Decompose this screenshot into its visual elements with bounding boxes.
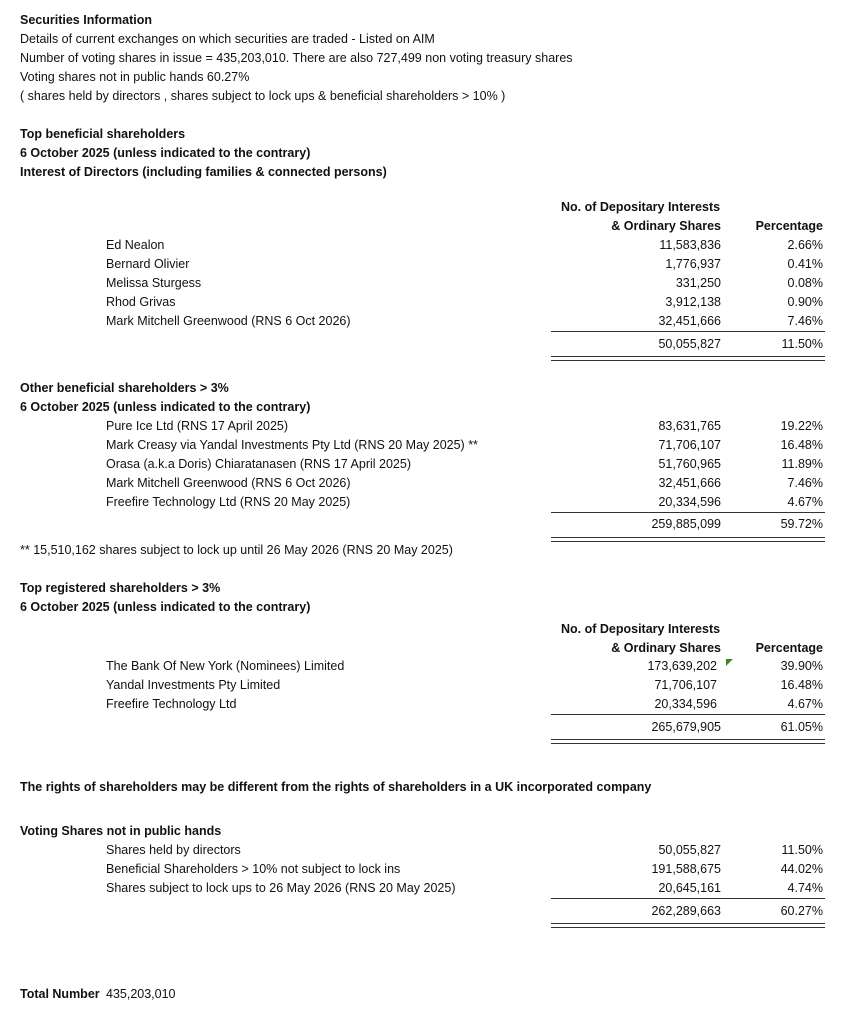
directors-subtitle: Interest of Directors (including families & connected persons) (20, 165, 387, 179)
category-shares: 20,645,161 (658, 881, 721, 895)
top-beneficial-title: Top beneficial shareholders (20, 127, 186, 141)
total-double-rule (588, 739, 825, 744)
shareholder-shares: 20,334,596 (658, 495, 721, 509)
directors-date: 6 October 2025 (unless indicated to the contrary) (20, 146, 311, 160)
subtotal-rule (588, 512, 825, 513)
director-name: Ed Nealon (106, 238, 165, 252)
category-name: Beneficial Shareholders > 10% not subject to lock ins (106, 862, 401, 876)
col-header-shares-line1: No. of Depositary Interests (561, 200, 721, 214)
director-shares: 32,451,666 (658, 314, 721, 328)
shareholder-pct: 16.48% (780, 678, 823, 692)
not-public-title: Voting Shares not in public hands (20, 824, 222, 838)
category-shares: 50,055,827 (658, 843, 721, 857)
other-beneficial-title: Other beneficial shareholders > 3% (20, 381, 229, 395)
other-beneficial-date: 6 October 2025 (unless indicated to the contrary) (20, 400, 311, 414)
other-beneficial-total-shares: 259,885,099 (651, 517, 721, 531)
director-pct: 0.41% (787, 257, 823, 271)
total-double-rule (588, 537, 825, 542)
col-header-percentage: Percentage (755, 641, 823, 655)
category-shares: 191,588,675 (651, 862, 721, 876)
shareholder-shares: 71,706,107 (658, 438, 721, 452)
not-public-total-shares: 262,289,663 (651, 904, 721, 918)
shareholder-shares: 20,334,596 (654, 697, 717, 711)
exchange-details: Details of current exchanges on which securities are traded - Listed on AIM (20, 32, 435, 46)
shareholder-name: Yandal Investments Pty Limited (106, 678, 281, 692)
director-name: Mark Mitchell Greenwood (RNS 6 Oct 2026) (106, 314, 351, 328)
director-name: Melissa Sturgess (106, 276, 202, 290)
directors-total-pct: 11.50% (781, 337, 823, 351)
shareholder-pct: 39.90% (780, 659, 823, 673)
shareholder-shares: 173,639,202 (647, 659, 717, 673)
director-shares: 11,583,836 (659, 238, 721, 252)
director-name: Rhod Grivas (106, 295, 176, 309)
category-pct: 4.74% (787, 881, 823, 895)
category-name: Shares subject to lock ups to 26 May 2026 (RNS 20 May 2025) (106, 881, 456, 895)
director-shares: 1,776,937 (665, 257, 721, 271)
directors-total-shares: 50,055,827 (658, 337, 721, 351)
col-header-shares-line2: & Ordinary Shares (611, 219, 721, 233)
not-public-total-pct: 60.27% (780, 904, 823, 918)
shareholder-pct: 4.67% (787, 495, 823, 509)
shareholder-name: Pure Ice Ltd (RNS 17 April 2025) (106, 419, 289, 433)
shareholder-pct: 19.22% (780, 419, 823, 433)
voting-shares-in-issue: Number of voting shares in issue = 435,203,010. There are also 727,499 non voting treasury shares (20, 51, 573, 65)
voting-shares-not-public: Voting shares not in public hands 60.27% (20, 70, 250, 84)
rights-note: The rights of shareholders may be different from the rights of shareholders in a UK incorporated company (20, 780, 652, 794)
voting-shares-note: ( shares held by directors , shares subject to lock ups & beneficial shareholders > 10% ) (20, 89, 506, 103)
shareholder-shares: 32,451,666 (658, 476, 721, 490)
shareholder-shares: 83,631,765 (658, 419, 721, 433)
category-name: Shares held by directors (106, 843, 241, 857)
subtotal-rule (588, 331, 825, 332)
shareholder-name: Mark Creasy via Yandal Investments Pty Ltd (RNS 20 May 2025) ** (106, 438, 478, 452)
shareholder-pct: 16.48% (780, 438, 823, 452)
shareholder-name: Freefire Technology Ltd (106, 697, 237, 711)
shareholder-name: The Bank Of New York (Nominees) Limited (106, 659, 345, 673)
shareholder-name: Orasa (a.k.a Doris) Chiaratanasen (RNS 17 April 2025) (106, 457, 411, 471)
shareholder-pct: 7.46% (787, 476, 823, 490)
director-pct: 0.90% (787, 295, 823, 309)
director-pct: 7.46% (787, 314, 823, 328)
col-header-shares-line2: & Ordinary Shares (611, 641, 721, 655)
subtotal-rule (588, 898, 825, 899)
registered-title: Top registered shareholders > 3% (20, 581, 221, 595)
total-double-rule (588, 356, 825, 361)
shareholder-shares: 51,760,965 (658, 457, 721, 471)
col-header-shares-line1: No. of Depositary Interests (561, 622, 721, 636)
director-shares: 3,912,138 (665, 295, 721, 309)
category-pct: 44.02% (780, 862, 823, 876)
comment-indicator-icon[interactable] (726, 659, 733, 666)
registered-total-shares: 265,679,905 (651, 720, 721, 734)
col-header-percentage: Percentage (755, 219, 823, 233)
category-pct: 11.50% (781, 843, 823, 857)
total-double-rule (588, 923, 825, 928)
subtotal-rule (588, 714, 825, 715)
shareholder-name: Freefire Technology Ltd (RNS 20 May 2025) (106, 495, 351, 509)
shareholder-pct: 4.67% (787, 697, 823, 711)
director-pct: 0.08% (787, 276, 823, 290)
other-beneficial-total-pct: 59.72% (780, 517, 823, 531)
registered-date: 6 October 2025 (unless indicated to the contrary) (20, 600, 311, 614)
shareholder-shares: 71,706,107 (654, 678, 717, 692)
registered-total-pct: 61.05% (780, 720, 823, 734)
director-shares: 331,250 (675, 276, 721, 290)
director-name: Bernard Olivier (106, 257, 190, 271)
lockup-footnote: ** 15,510,162 shares subject to lock up until 26 May 2026 (RNS 20 May 2025) (20, 543, 453, 557)
director-pct: 2.66% (787, 238, 823, 252)
total-number-label: Total Number (20, 987, 100, 1001)
securities-info-title: Securities Information (20, 13, 152, 27)
total-number-value: 435,203,010 (106, 987, 176, 1001)
shareholder-pct: 11.89% (781, 457, 823, 471)
shareholder-name: Mark Mitchell Greenwood (RNS 6 Oct 2026) (106, 476, 351, 490)
